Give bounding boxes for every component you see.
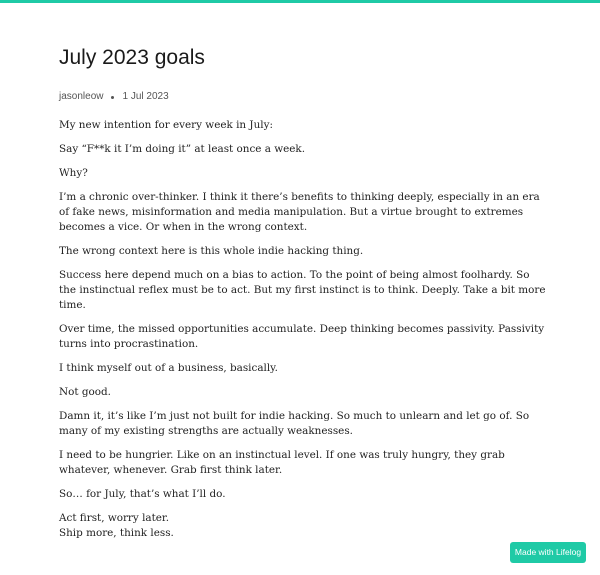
paragraph: Success here depend much on a bias to action. To the point of being almost foolhardy. So the instinctual reflex must be to act. But my first instinct is to think. Deeply. Take a bit more time. xyxy=(59,269,546,311)
paragraph: My new intention for every week in July: xyxy=(59,119,273,131)
paragraph: Over time, the missed opportunities accumulate. Deep thinking becomes passivity. Passivity turns into procrastination. xyxy=(59,323,545,350)
post-article xyxy=(59,44,549,550)
top-accent-bar xyxy=(0,0,600,3)
paragraph: Not good. xyxy=(59,386,111,398)
closing-line: Act first, worry later. xyxy=(59,512,170,524)
paragraph: Damn it, it’s like I’m just not built for indie hacking. So much to unlearn and let go of. So many of my existing strengths are actually weaknesses. xyxy=(59,410,530,437)
paragraph: So… for July, that’s what I’ll do. xyxy=(59,488,226,500)
paragraph: The wrong context here is this whole indie hacking thing. xyxy=(59,245,364,257)
paragraph: Say “F**k it I’m doing it” at least once a week. xyxy=(59,143,306,155)
paragraph: I’m a chronic over-thinker. I think it there’s benefits to thinking deeply, especially in an era of fake news, misinformation and media manipulation. But a virtue brought to extremes becomes a vice. Or when in the wrong context. xyxy=(59,191,540,233)
made-with-lifelog-badge[interactable]: Made with Lifelog xyxy=(510,542,586,563)
paragraph: I think myself out of a business, basically. xyxy=(59,362,278,374)
closing-paragraph xyxy=(59,511,549,541)
closing-line: Ship more, think less. xyxy=(59,527,174,539)
paragraph: I need to be hungrier. Like on an instinctual level. If one was truly hungry, they grab whatever, whenever. Grab first think later. xyxy=(59,449,505,476)
post-body xyxy=(59,118,549,541)
post-title: July 2023 goals xyxy=(59,46,205,69)
post-date: 1 Jul 2023 xyxy=(122,91,169,102)
post-meta xyxy=(59,90,549,104)
paragraph: Why? xyxy=(59,167,88,179)
author-link[interactable]: jasonleow xyxy=(59,91,104,102)
separator-dot-icon xyxy=(111,96,114,99)
